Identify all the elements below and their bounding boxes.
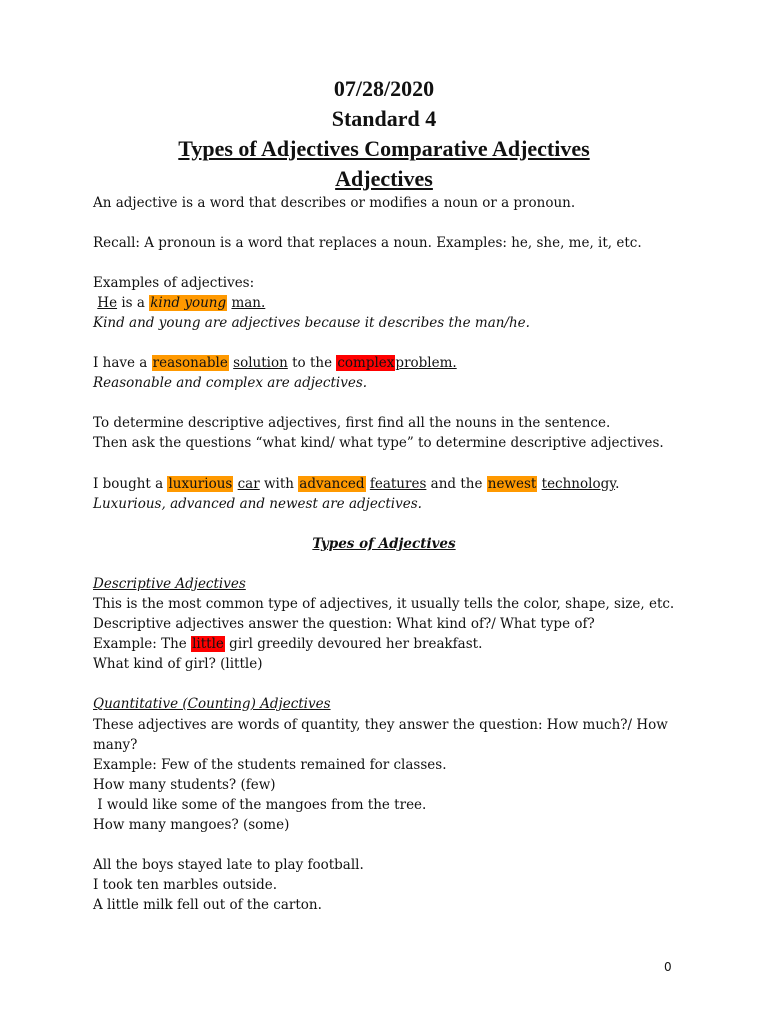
page-number: 0	[664, 960, 672, 974]
example3-noun-1: car	[237, 476, 260, 492]
descriptive-example-prefix: Example: The	[93, 636, 192, 652]
quantitative-example-1: Example: Few of the students remained for classes.	[93, 757, 447, 773]
example2-explanation: Reasonable and complex are adjectives.	[93, 375, 368, 391]
descriptive-question: What kind of girl? (little)	[93, 656, 263, 672]
example3-period: .	[615, 476, 620, 492]
example2-text: I have a	[93, 355, 152, 371]
descriptive-example-suffix: girl greedily devoured her breakfast.	[224, 636, 483, 652]
standard-heading: Standard 4	[331, 106, 437, 131]
quantitative-example-2: I would like some of the mangoes from the tree.	[93, 797, 427, 813]
example2-sentence	[93, 353, 693, 373]
example2-noun-1: solution	[233, 355, 288, 371]
example3-text: I bought a	[93, 476, 168, 492]
determine-line-1: To determine descriptive adjectives, first find all the nouns in the sentence.	[93, 415, 611, 431]
examples-label: Examples of adjectives:	[93, 275, 255, 291]
quantitative-question-2: How many mangoes? (some)	[93, 817, 290, 833]
descriptive-heading: Descriptive Adjectives	[93, 576, 246, 592]
example1-text: is a	[117, 295, 150, 311]
example3-sentence	[93, 474, 693, 494]
determine-line-2: Then ask the questions “what kind/ what type” to determine descriptive adjectives.	[93, 435, 664, 451]
example3-highlight-3: newest	[487, 476, 537, 492]
descriptive-example	[93, 634, 693, 654]
example3-explanation: Luxurious, advanced and newest are adjectives.	[93, 496, 422, 512]
quantitative-line-1b: many?	[93, 737, 138, 753]
types-heading: Types of Adjectives	[312, 536, 456, 552]
example2-highlight-1: reasonable	[152, 355, 228, 371]
quantitative-extra-2: I took ten marbles outside.	[93, 877, 278, 893]
quantitative-heading: Quantitative (Counting) Adjectives	[93, 696, 331, 712]
quantitative-line-1: These adjectives are words of quantity, they answer the question: How much?/ How	[93, 717, 668, 733]
example3-highlight-1: luxurious	[168, 476, 233, 492]
descriptive-highlight: little	[192, 636, 224, 652]
quantitative-extra-3: A little milk fell out of the carton.	[93, 897, 322, 913]
example1-explanation: Kind and young are adjectives because it describes the man/he.	[93, 315, 530, 331]
example3-text-3: and the	[426, 476, 487, 492]
example2-noun-2: problem.	[395, 355, 457, 371]
example3-highlight-2: advanced	[299, 476, 365, 492]
quantitative-question-1: How many students? (few)	[93, 777, 276, 793]
example3-noun-2: features	[369, 476, 427, 492]
example1-highlight: kind young	[150, 295, 227, 311]
example1-noun: man.	[231, 295, 266, 311]
example3-text-2: with	[259, 476, 299, 492]
example3-noun-3: technology	[541, 476, 616, 492]
date-heading: 07/28/2020	[333, 76, 435, 101]
example1-sentence	[93, 293, 693, 313]
recall-text: Recall: A pronoun is a word that replaces a noun. Examples: he, she, me, it, etc.	[93, 235, 642, 251]
descriptive-line-1: This is the most common type of adjectives, it usually tells the color, shape, size, etc.	[93, 596, 675, 612]
quantitative-extra-1: All the boys stayed late to play football.	[93, 857, 364, 873]
example2-highlight-2: complex	[337, 355, 395, 371]
title-heading: Types of Adjectives Comparative Adjectives	[178, 136, 590, 161]
example2-text-2: to the	[287, 355, 337, 371]
descriptive-line-2: Descriptive adjectives answer the question: What kind of?/ What type of?	[93, 616, 595, 632]
example1-pronoun: He	[97, 295, 118, 311]
definition-text: An adjective is a word that describes or modifies a noun or a pronoun.	[93, 195, 576, 211]
subtitle-heading: Adjectives	[335, 166, 433, 191]
